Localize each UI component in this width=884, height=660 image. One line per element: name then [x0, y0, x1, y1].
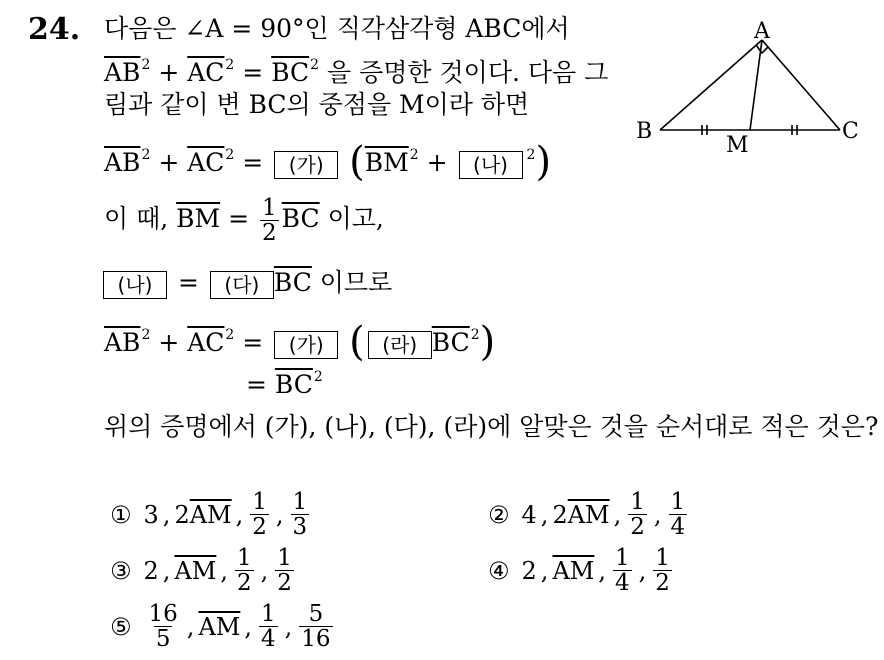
segment-ab: $\overline{AB}$: [104, 58, 141, 87]
label-a: A: [754, 19, 770, 44]
label-b: B: [636, 119, 653, 144]
label-c: C: [842, 119, 859, 144]
side-ac: [762, 40, 840, 130]
side-ab: [660, 40, 762, 130]
segment-bc: $\overline{BC}$: [271, 58, 310, 87]
blank-na-2: (나): [103, 271, 167, 299]
blank-da: (다): [210, 271, 274, 299]
proof-step-2: 이 때, $\overline{BM}$ = $\frac{1}{2}$ $\overline{BC}$ 이고,: [104, 195, 384, 246]
option-1[interactable]: ① 3 , 2 $\overline{AM}$ , $\frac{1}{2}$ , $\frac{1}{3}$: [110, 489, 308, 540]
segment-ac: $\overline{AC}$: [187, 58, 225, 87]
question-number: 24.: [28, 12, 81, 47]
right-angle-mark: [756, 45, 768, 53]
proof-step-3: (나) = (다) $\overline{BC}$ 이므로: [100, 266, 392, 300]
proof-step-1: $\overline{AB}^2 + \overline{AC}^2$ = (가) ($\overline{BM}^2$ + (나) $^2$): [104, 139, 552, 185]
blank-ga-2: (가): [274, 331, 338, 359]
option-3[interactable]: ③ 2 , $\overline{AM}$ , $\frac{1}{2}$ , $\frac{1}{2}$: [110, 545, 292, 596]
blank-na: (나): [459, 151, 523, 179]
blank-ra: (라): [368, 331, 432, 359]
proof-step-4: $\overline{AB}^2 + \overline{AC}^2$ = (가) ( (라) $\overline{BC}^2$): [104, 319, 496, 365]
question-line-2: $\overline{AB}^2 + \overline{AC}^2 = \overline{BC}^2$ 을 증명한 것이다. 다음 그: [104, 57, 609, 87]
proof-step-5: = $\overline{BC}^2$: [246, 369, 323, 399]
option-4[interactable]: ④ 2 , $\overline{AM}$ , $\frac{1}{4}$ , $\frac{1}{2}$: [488, 545, 670, 596]
triangle-figure: [628, 18, 868, 158]
question-prompt: 위의 증명에서 (가), (나), (다), (라)에 알맞은 것을 순서대로 적은 것은?: [104, 412, 879, 441]
fraction-half: $\frac{1}{2}$: [262, 195, 277, 246]
option-2[interactable]: ② 4 , 2 $\overline{AM}$ , $\frac{1}{2}$ , $\frac{1}{4}$: [488, 489, 686, 540]
median-am: [750, 40, 762, 130]
label-m: M: [726, 133, 749, 158]
question-line-1: 다음은 ∠A = 90°인 직각삼각형 ABC에서: [104, 14, 570, 43]
question-line-3: 림과 같이 변 BC의 중점을 M이라 하면: [104, 90, 530, 119]
option-5[interactable]: ⑤ $\frac{16}{5}$ , $\overline{AM}$ , $\frac{1}{4}$ , $\frac{5}{16}$: [110, 601, 331, 652]
blank-ga: (가): [274, 151, 338, 179]
